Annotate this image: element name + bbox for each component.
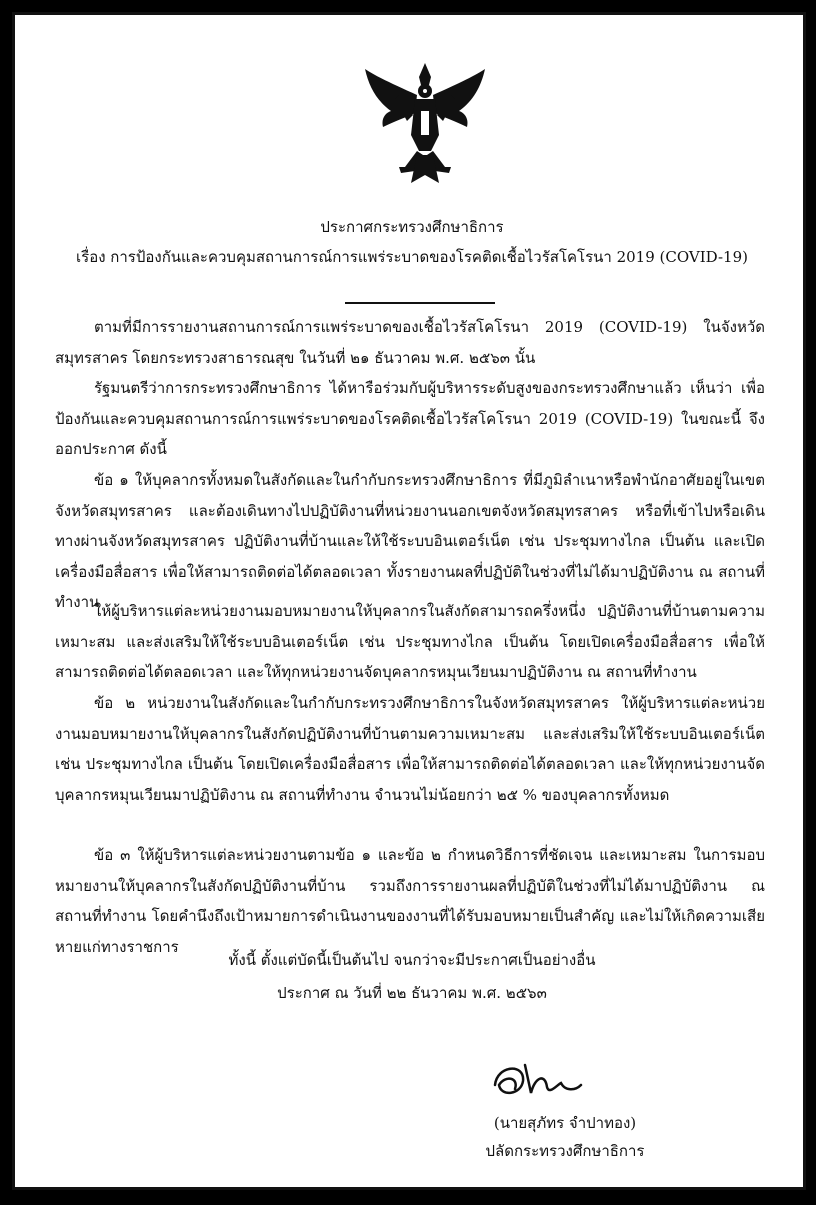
paragraph-background: ตามที่มีการรายงานสถานการณ์การแพร่ระบาดของเชื้อไวรัสโคโรนา 2019 (COVID-19) ในจังหวัดสมุทรสาคร โดยกระทรวงสาธารณสุข ในวันที่ ๒๑ ธันวาคม พ.ศ. ๒๕๖๓ นั้น xyxy=(55,318,765,367)
paragraph-preamble: รัฐมนตรีว่าการกระทรวงศึกษาธิการ ได้หารือร่วมกับผู้บริหารระดับสูงของกระทรวงศึกษาแล้ว เห็นว่า เพื่อป้องกันและควบคุมสถานการณ์การแพร่ระบาดของโรคติดเชื้อไวรัสโคโรนา 2019 (COVID-19) ในขณะนี้ จึงออกประกาศ ดังนี้ xyxy=(55,379,765,458)
announcement-subject: เรื่อง การป้องกันและควบคุมสถานการณ์การแพร่ระบาดของโรคติดเชื้อไวรัสโคโรนา 2019 (COVID-19) xyxy=(76,248,748,266)
signatory-position: ปลัดกระทรวงศึกษาธิการ xyxy=(485,1142,645,1160)
announcement-date: ประกาศ ณ วันที่ ๒๒ ธันวาคม พ.ศ. ๒๕๖๓ xyxy=(277,984,547,1002)
paragraph-clause-2: ข้อ ๒ หน่วยงานในสังกัดและในกำกับกระทรวงศึกษาธิการในจังหวัดสมุทรสาคร ให้ผู้บริหารแต่ละหน่วยงานมอบหมายงานให้บุคลากรในสังกัดปฏิบัติงานที่บ้านตามความเหมาะสม และส่งเสริมให้ใช้ระบบอินเตอร์เน็ต เช่น ประชุมทางไกล เป็นต้น โดยเปิดเครื่องมือสื่อสาร เพื่อให้สามารถติดต่อได้ตลอดเวลา และให้ทุกหน่วยงานจัดบุคลากรหมุนเวียนมาปฏิบัติงาน ณ สถานที่ทำงาน จำนวนไม่น้อยกว่า ๒๕ % ของบุคลากรทั้งหมด xyxy=(55,694,765,804)
garuda-emblem-icon xyxy=(355,55,495,195)
effective-statement: ทั้งนี้ ตั้งแต่บัดนี้เป็นต้นไป จนกว่าจะมีประกาศเป็นอย่างอื่น xyxy=(228,951,596,969)
title-divider xyxy=(345,302,495,304)
paragraph-clause-1-managers: ให้ผู้บริหารแต่ละหน่วยงานมอบหมายงานให้บุคลากรในสังกัดสามารถครึ่งหนึ่ง ปฏิบัติงานที่บ้านตามความเหมาะสม และส่งเสริมให้ใช้ระบบอินเตอร์เน็ต เช่น ประชุมทางไกล เป็นต้น โดยเปิดเครื่องมือสื่อสาร เพื่อให้สามารถติดต่อได้ตลอดเวลา และให้ทุกหน่วยงานจัดบุคลากรหมุนเวียนมาปฏิบัติงาน ณ สถานที่ทำงาน xyxy=(55,602,765,681)
announcement-issuer: ประกาศกระทรวงศึกษาธิการ xyxy=(320,218,504,236)
handwritten-signature-icon xyxy=(485,1055,645,1105)
signatory-name: (นายสุภัทร จำปาทอง) xyxy=(493,1114,637,1132)
document-page xyxy=(12,12,806,1190)
paragraph-clause-3: ข้อ ๓ ให้ผู้บริหารแต่ละหน่วยงานตามข้อ ๑ และข้อ ๒ กำหนดวิธีการที่ชัดเจน และเหมาะสม ในการมอบหมายงานให้บุคลากรในสังกัดปฏิบัติงานที่บ้าน รวมถึงการรายงานผลที่ปฏิบัติในช่วงที่ไม่ได้มาปฏิบัติงาน ณ สถานที่ทำงาน โดยคำนึงถึงเป้าหมายการดำเนินงานของงานที่ได้รับมอบหมายเป็นสำคัญ และไม่ให้เกิดความเสียหายแก่ทางราชการ xyxy=(55,846,765,956)
paragraph-clause-1: ข้อ ๑ ให้บุคลากรทั้งหมดในสังกัดและในกำกับกระทรวงศึกษาธิการ ที่มีภูมิลำเนาหรือพำนักอาศัยอยู่ในเขตจังหวัดสมุทรสาคร และต้องเดินทางไปปฏิบัติงานที่หน่วยงานนอกเขตจังหวัดสมุทรสาคร หรือที่เข้าไปหรือเดินทางผ่านจังหวัดสมุทรสาคร ปฏิบัติงานที่บ้านและให้ใช้ระบบอินเตอร์เน็ต เช่น ประชุมทางไกล เป็นต้น และเปิดเครื่องมือสื่อสาร เพื่อให้สามารถติดต่อได้ตลอดเวลา ทั้งรายงานผลที่ปฏิบัติในช่วงที่ไม่ได้มาปฏิบัติงาน ณ สถานที่ทำงาน xyxy=(55,471,765,611)
